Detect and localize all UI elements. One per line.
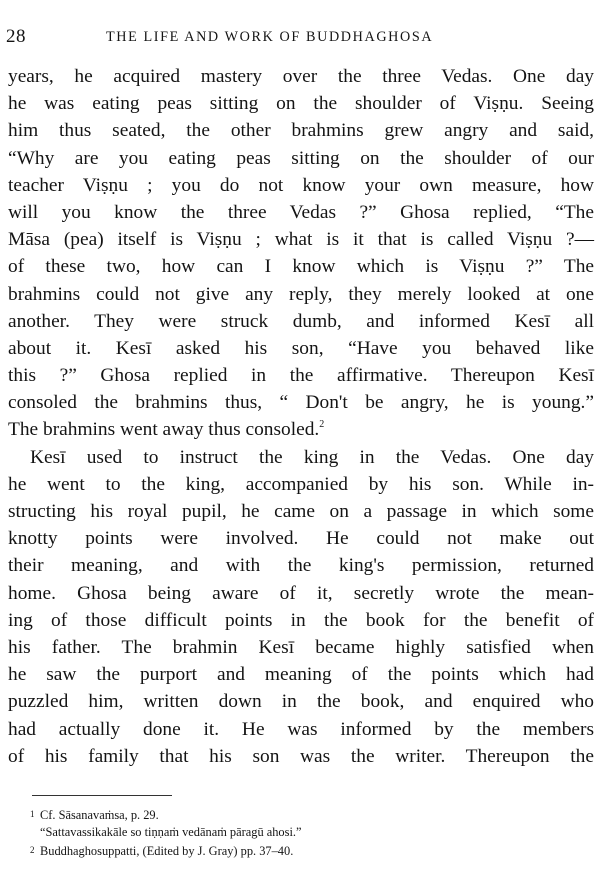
footnote-marker: 2 [30,845,35,855]
text-line: ing of those difficult points in the book for the benefit of [8,609,594,631]
text-line: home. Ghosa being aware of it, secretly wrote the mean- [8,582,594,604]
text-line: about it. Kesī asked his son, “Have you behaved like [8,337,594,359]
text-line: of his family that his son was the writer. Thereupon the [8,745,594,767]
text-line: “Why are you eating peas sitting on the shoulder of our [8,147,594,169]
text-line: teacher Viṣṇu ; you do not know your own measure, how [8,174,594,196]
footnote-text: Buddhaghosuppatti, (Edited by J. Gray) pp. 37–40. [40,844,294,858]
text-line-paragraph-start: Kesī used to instruct the king in the Vedas. One day [30,446,594,468]
footnote-marker: 1 [30,809,35,819]
text-line: he was eating peas sitting on the shoulder of Viṣṇu. Seeing [8,93,594,115]
text-line: this ?” Ghosa replied in the affirmative. Thereupon Kesī [8,365,594,387]
page-number: 28 [6,26,26,47]
text-line-paragraph-end [8,416,594,443]
footnote-text: “Sattavassikakāle so tiṇṇaṁ vedānaṁ pāragū ahosi.” [40,825,302,839]
text-line: brahmins could not give any reply, they merely looked at one [8,283,594,305]
running-head [6,26,586,50]
body-text [8,63,594,770]
text-line: knotty points were involved. He could not make out [8,528,594,550]
text-line: puzzled him, written down in the book, and enquired who [8,691,594,713]
text-line: structing his royal pupil, he came on a passage in which some [8,501,594,522]
text-line: he saw the purport and meaning of the points which had [8,664,594,686]
text-line: The brahmins went away thus consoled. [8,419,320,441]
text-line: him thus seated, the other brahmins grew angry and said, [8,120,594,142]
footnote-1-quote [30,823,570,841]
text-line: Māsa (pea) itself is Viṣṇu ; what is it that is called Viṣṇu ?— [8,229,594,251]
footnote-text: Cf. Sāsanavaṁsa, p. 29. [40,808,159,822]
text-line: of these two, how can I know which is Viṣṇu ?” The [8,256,594,278]
text-line: had actually done it. He was informed by the members [8,718,594,740]
running-title: THE LIFE AND WORK OF BUDDHAGHOSA [106,29,434,45]
text-line: another. They were struck dumb, and informed Kesī all [8,310,594,332]
footnote-1 [30,805,570,823]
text-line: he went to the king, accompanied by his son. While in- [8,473,594,495]
footnote-reference: 2 [319,419,325,431]
text-line: his father. The brahmin Kesī became highly satisfied when [8,636,594,658]
text-line: will you know the three Vedas ?” Ghosa replied, “The [8,201,594,223]
footnotes [30,805,570,859]
footnote-2 [30,841,570,859]
text-line: years, he acquired mastery over the three Vedas. One day [8,66,594,87]
text-line: their meaning, and with the king's permission, returned [8,555,594,577]
text-line: consoled the brahmins thus, “ Don't be angry, he is young.” [8,392,594,414]
footnote-divider [32,795,172,796]
